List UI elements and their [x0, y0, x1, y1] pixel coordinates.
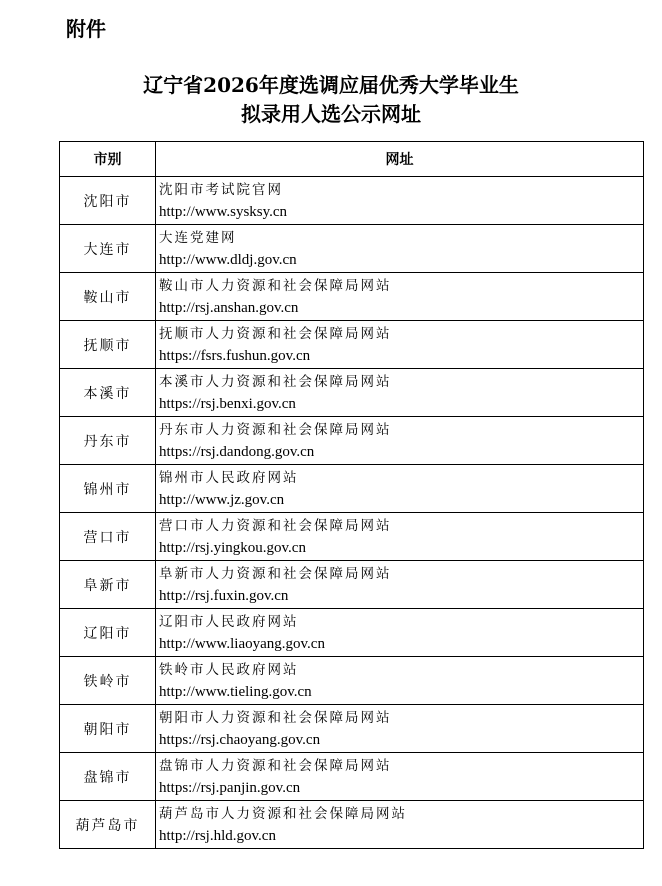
page-title-line-2: 拟录用人选公示网址 — [241, 102, 421, 126]
site-cell — [156, 321, 644, 369]
table-body — [60, 177, 644, 849]
site-name: 沈阳市考试院官网 — [159, 181, 283, 198]
site-name: 鞍山市人力资源和社会保障局网站 — [159, 277, 392, 294]
site-name: 营口市人力资源和社会保障局网站 — [159, 517, 392, 534]
site-url-link[interactable]: http://rsj.yingkou.gov.cn — [159, 539, 306, 556]
site-url-link[interactable]: https://fsrs.fushun.gov.cn — [159, 347, 311, 364]
site-url-link[interactable]: http://www.liaoyang.gov.cn — [159, 635, 325, 652]
site-url-link[interactable]: https://rsj.chaoyang.gov.cn — [159, 731, 321, 748]
city-cell: 锦州市 — [60, 465, 156, 513]
city-cell: 本溪市 — [60, 369, 156, 417]
site-cell — [156, 513, 644, 561]
city-cell: 鞍山市 — [60, 273, 156, 321]
site-url-link[interactable]: http://www.jz.gov.cn — [159, 491, 285, 508]
table-row — [60, 369, 644, 417]
site-cell — [156, 561, 644, 609]
site-cell — [156, 177, 644, 225]
site-cell — [156, 657, 644, 705]
site-name: 锦州市人民政府网站 — [159, 469, 299, 486]
site-cell — [156, 417, 644, 465]
site-cell — [156, 369, 644, 417]
header-city: 市别 — [60, 142, 156, 177]
table-row — [60, 177, 644, 225]
table-row — [60, 417, 644, 465]
table-row — [60, 225, 644, 273]
site-cell — [156, 225, 644, 273]
city-cell: 沈阳市 — [60, 177, 156, 225]
table-header-row — [60, 142, 644, 177]
site-url-link[interactable]: http://rsj.hld.gov.cn — [159, 827, 276, 844]
site-name: 本溪市人力资源和社会保障局网站 — [159, 373, 392, 390]
table-row — [60, 609, 644, 657]
site-cell — [156, 753, 644, 801]
page-title-line-1: 辽宁省2026年度选调应届优秀大学毕业生 — [143, 73, 519, 97]
site-url-link[interactable]: http://rsj.anshan.gov.cn — [159, 299, 299, 316]
site-name: 丹东市人力资源和社会保障局网站 — [159, 421, 392, 438]
city-cell: 大连市 — [60, 225, 156, 273]
table-row — [60, 273, 644, 321]
city-cell: 抚顺市 — [60, 321, 156, 369]
site-name: 盘锦市人力资源和社会保障局网站 — [159, 757, 392, 774]
table-row — [60, 465, 644, 513]
site-name: 铁岭市人民政府网站 — [159, 661, 299, 678]
city-cell: 葫芦岛市 — [60, 801, 156, 849]
table-row — [60, 753, 644, 801]
site-url-link[interactable]: http://www.dldj.gov.cn — [159, 251, 297, 268]
city-cell: 丹东市 — [60, 417, 156, 465]
site-url-link[interactable]: https://rsj.panjin.gov.cn — [159, 779, 301, 796]
site-url-link[interactable]: http://www.tieling.gov.cn — [159, 683, 312, 700]
site-name: 大连党建网 — [159, 229, 237, 246]
table-row — [60, 801, 644, 849]
table-row — [60, 513, 644, 561]
site-url-link[interactable]: https://rsj.benxi.gov.cn — [159, 395, 296, 412]
site-name: 辽阳市人民政府网站 — [159, 613, 299, 630]
site-url-link[interactable]: http://www.sysksy.cn — [159, 203, 288, 220]
table-row — [60, 705, 644, 753]
table-row — [60, 657, 644, 705]
attachment-label: 附件 — [66, 17, 106, 41]
site-cell — [156, 465, 644, 513]
city-cell: 阜新市 — [60, 561, 156, 609]
site-cell — [156, 705, 644, 753]
city-cell: 辽阳市 — [60, 609, 156, 657]
city-cell: 铁岭市 — [60, 657, 156, 705]
header-url: 网址 — [156, 142, 644, 177]
site-name: 抚顺市人力资源和社会保障局网站 — [159, 325, 392, 342]
site-cell — [156, 801, 644, 849]
site-url-link[interactable]: https://rsj.dandong.gov.cn — [159, 443, 315, 460]
site-url-link[interactable]: http://rsj.fuxin.gov.cn — [159, 587, 289, 604]
table-row — [60, 561, 644, 609]
site-cell — [156, 273, 644, 321]
site-name: 阜新市人力资源和社会保障局网站 — [159, 565, 392, 582]
city-cell: 盘锦市 — [60, 753, 156, 801]
city-cell: 朝阳市 — [60, 705, 156, 753]
site-cell — [156, 609, 644, 657]
site-name: 葫芦岛市人力资源和社会保障局网站 — [159, 805, 407, 822]
city-cell: 营口市 — [60, 513, 156, 561]
table-row — [60, 321, 644, 369]
site-name: 朝阳市人力资源和社会保障局网站 — [159, 709, 392, 726]
url-table — [59, 141, 644, 849]
